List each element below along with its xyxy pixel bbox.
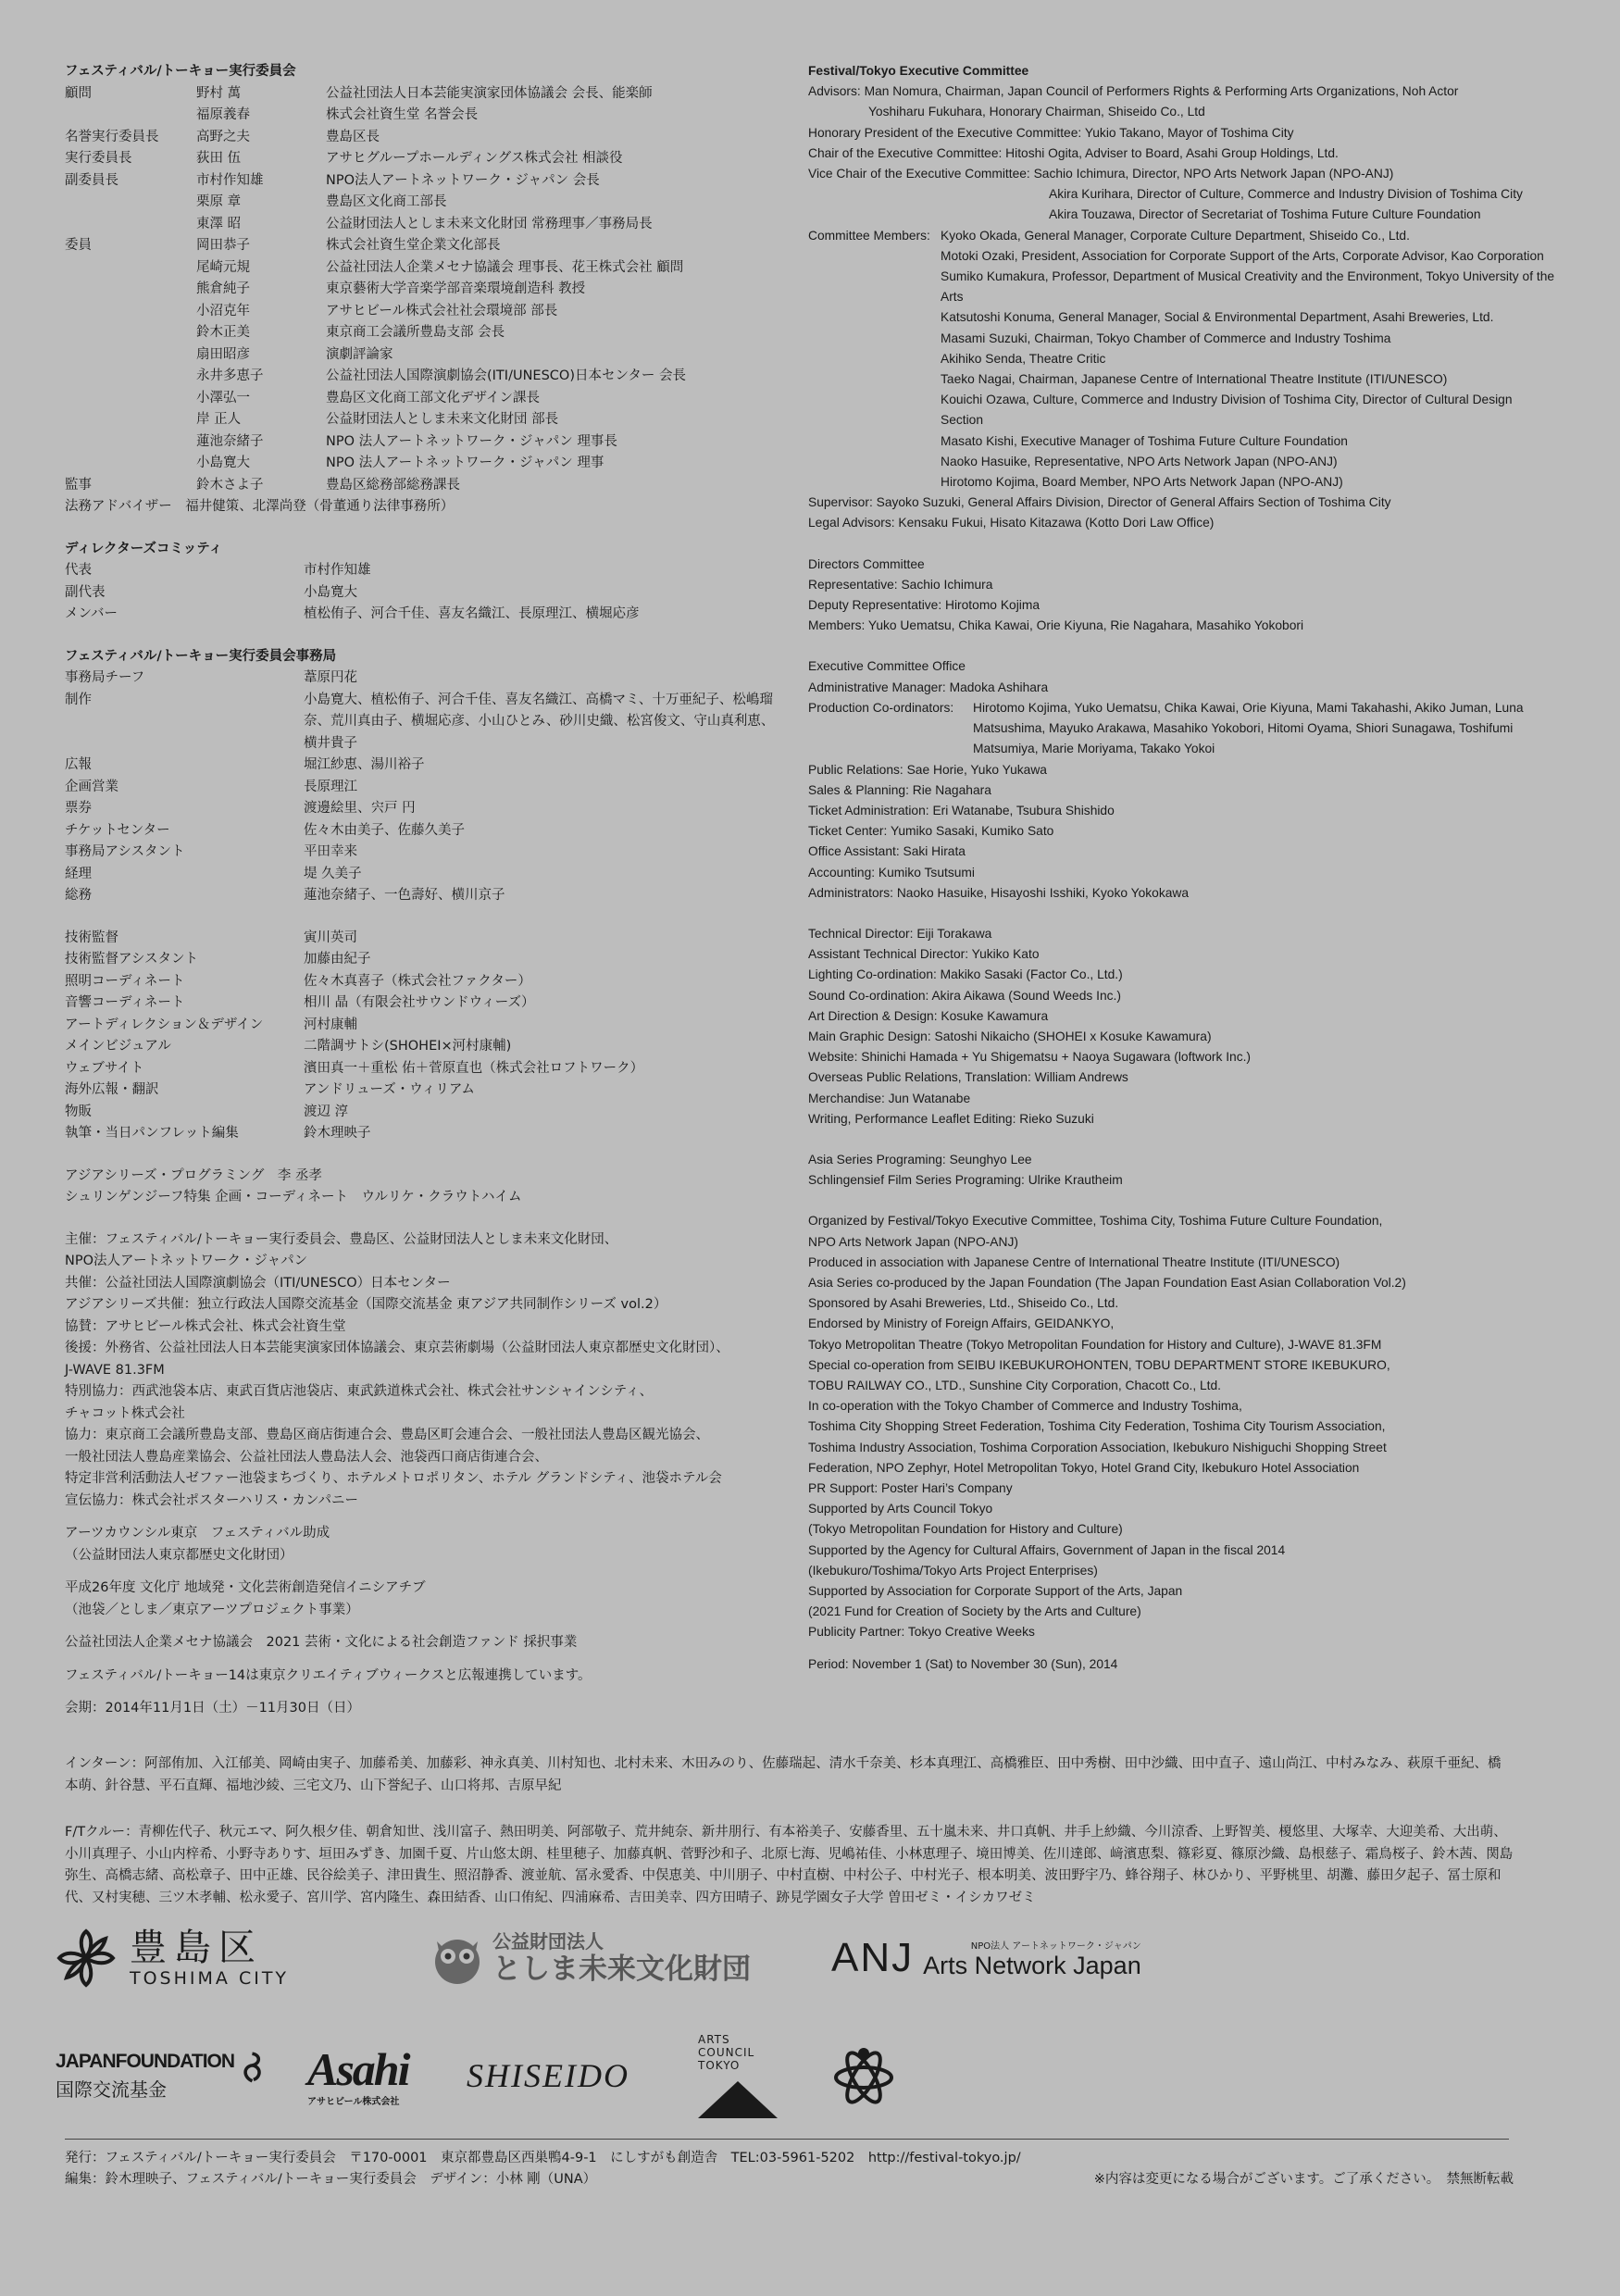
jp-organizer-line: NPO法人アートネットワーク・ジャパン bbox=[65, 1254, 308, 1268]
en-member-line: Sumiko Kumakura, Professor, Department of Musical Creativity and the Environment, Tokyo University of the Arts bbox=[941, 269, 1555, 305]
credit-desc: 豊島区総務部総務課長 bbox=[326, 477, 460, 493]
credit-name: 扇田昭彦 bbox=[196, 346, 250, 362]
credit-name: 東澤 昭 bbox=[196, 216, 242, 231]
credit-name: 鈴木さよ子 bbox=[196, 477, 264, 493]
credit-desc: NPO 法人アートネットワーク・ジャパン 理事 bbox=[326, 455, 604, 470]
foundation-main-text: としま未来文化財団 bbox=[492, 1953, 751, 1986]
credit-row bbox=[65, 949, 785, 971]
en-tech-line: Sound Co-ordination: Akira Aikawa (Sound Weeds Inc.) bbox=[808, 988, 1121, 1003]
credit-desc: 公益社団法人日本芸能実演家団体協議会 会長、能楽師 bbox=[326, 85, 653, 101]
credit-desc: 公益財団法人としま未来文化財団 常務理事／事務局長 bbox=[326, 216, 653, 231]
credit-role: チケットセンター bbox=[65, 822, 170, 838]
jp-dc-title: ディレクターズコミッティ bbox=[65, 541, 223, 556]
toshima-en-text: TOSHIMA CITY bbox=[130, 1968, 290, 1989]
credit-desc: 豊島区文化商工部文化デザイン課長 bbox=[326, 390, 540, 406]
credit-role: アートディレクション＆デザイン bbox=[65, 1017, 264, 1032]
credit-row bbox=[65, 668, 785, 690]
credit-name: 岸 正人 bbox=[196, 412, 242, 427]
credit-row bbox=[65, 690, 785, 755]
credit-row bbox=[65, 560, 785, 582]
en-asia-line: Schlingensief Film Series Programing: Ulrike Krautheim bbox=[808, 1173, 1123, 1188]
jp-schlingensief: シュリンゲンジーフ特集 企画・コーディネート ウルリケ・クラウトハイム bbox=[65, 1190, 522, 1204]
footer-editor: 編集：鈴木理映子、フェスティバル/トーキョー実行委員会 デザイン：小林 剛（UNA） bbox=[65, 2172, 597, 2187]
credit-name: 堀江紗恵、湯川裕子 bbox=[304, 757, 425, 772]
jp-organizer-line: 特別協力：西武池袋本店、東武百貨店池袋店、東武鉄道株式会社、株式会社サンシャインシティ、 bbox=[65, 1384, 654, 1399]
en-tech-line: Overseas Public Relations, Translation: William Andrews bbox=[808, 1070, 1128, 1085]
en-tech-line: Art Direction & Design: Kosuke Kawamura bbox=[808, 1008, 1049, 1023]
credit-name: 鈴木正美 bbox=[196, 325, 250, 340]
credit-role bbox=[65, 192, 196, 214]
japan-foundation-logo bbox=[56, 2051, 267, 2102]
jp-organizer-line: チャコット株式会社 bbox=[65, 1405, 185, 1421]
en-tech-line: Lighting Co-ordination: Makiko Sasaki (Factor Co., Ltd.) bbox=[808, 967, 1123, 982]
credit-desc: NPO 法人アートネットワーク・ジャパン 理事長 bbox=[326, 433, 617, 449]
act-line-1: ARTS bbox=[698, 2033, 730, 2046]
jf-en-text: JAPANFOUNDATION bbox=[56, 2050, 235, 2072]
credit-name: 小島寛大 bbox=[304, 584, 357, 600]
credit-name: 蓮池奈緒子 bbox=[196, 433, 264, 449]
en-tech-line: Writing, Performance Leaflet Editing: Rieko Suzuki bbox=[808, 1111, 1094, 1126]
credit-role bbox=[65, 279, 196, 301]
jp-organizer-line: 共催：公益社団法人国際演劇協会（ITI/UNESCO）日本センター bbox=[65, 1275, 451, 1291]
jf-jp-text: 国際交流基金 bbox=[56, 2078, 167, 2101]
credit-role: 事務局チーフ bbox=[65, 670, 145, 685]
en-members-block bbox=[808, 226, 1558, 493]
jp-arts-council bbox=[65, 1523, 787, 1566]
jp-creative-weeks: フェスティバル/トーキョー14は東京クリエイティブウィークスと広報連携しています。 bbox=[65, 1667, 592, 1683]
credit-name: 植松侑子、河合千佳、喜友名織江、長原理江、横堀応彦 bbox=[304, 606, 640, 621]
en-members-list bbox=[941, 226, 1556, 493]
credit-desc: NPO法人アートネットワーク・ジャパン 会長 bbox=[326, 172, 600, 188]
en-tech-line: Assistant Technical Director: Yukiko Kato bbox=[808, 947, 1040, 962]
en-organizer-line: In co-operation with the Tokyo Chamber of Commerce and Industry Toshima, bbox=[808, 1399, 1242, 1414]
en-office-list bbox=[808, 760, 1558, 904]
asahi-main-text: Asahi bbox=[307, 2042, 409, 2095]
credit-role: 制作 bbox=[65, 692, 92, 707]
en-organizer-line: TOBU RAILWAY CO., LTD., Sunshine City Corporation, Chacott Co., Ltd. bbox=[808, 1378, 1222, 1392]
en-organizer-line: Toshima City Shopping Street Federation, Toshima City Federation, Toshima City Tourism Association, bbox=[808, 1419, 1386, 1434]
credit-role bbox=[65, 366, 196, 388]
credit-row bbox=[65, 604, 785, 626]
credit-name: 小島寛大 bbox=[196, 455, 250, 470]
credit-row bbox=[65, 777, 785, 799]
en-member-line: Katsutoshi Konuma, General Manager, Social & Environmental Department, Asahi Breweries, Ltd. bbox=[941, 310, 1494, 325]
jp-exec-table bbox=[65, 83, 686, 497]
anj-mark-text: ANJ bbox=[831, 1935, 915, 1980]
credit-role: メンバー bbox=[65, 606, 118, 621]
en-organizer-line: Tokyo Metropolitan Theatre (Tokyo Metropolitan Foundation for History and Culture), J-WAVE 81.3FM bbox=[808, 1337, 1382, 1352]
credit-row bbox=[65, 928, 785, 950]
credit-row bbox=[65, 798, 785, 820]
en-office-line: Accounting: Kumiko Tsutsumi bbox=[808, 865, 975, 880]
jp-organizers bbox=[65, 1229, 787, 1513]
credit-row bbox=[65, 755, 785, 777]
credit-role: 実行委員長 bbox=[65, 151, 132, 166]
en-member-line: Kyoko Okada, General Manager, Corporate Culture Department, Shiseido Co., Ltd. bbox=[941, 228, 1410, 243]
credit-row bbox=[65, 820, 785, 842]
credit-role: 音響コーディネート bbox=[65, 995, 185, 1010]
credit-role: 企画営業 bbox=[65, 779, 118, 794]
credit-row bbox=[65, 279, 686, 301]
credit-name: 小島寛大、植松侑子、河合千佳、喜友名織江、高橋マミ、十万亜紀子、松嶋瑠奈、荒川真由子、横堀応彦、小山ひとみ、砂川史織、松宮俊文、守山真利恵、横井貴子 bbox=[304, 692, 775, 751]
credit-role: 執筆・当日パンフレット編集 bbox=[65, 1126, 239, 1141]
credit-name: 堤 久美子 bbox=[304, 866, 362, 881]
credit-role: 事務局アシスタント bbox=[65, 844, 185, 859]
credit-row bbox=[65, 1015, 785, 1037]
en-organizer-line: Special co-operation from SEIBU IKEBUKUROHONTEN, TOBU DEPARTMENT STORE IKEBUKURO, bbox=[808, 1357, 1390, 1372]
en-member-line: Kouichi Ozawa, Culture, Commerce and Industry Division of Toshima City, Director of Cultural Design Section bbox=[941, 393, 1513, 428]
credit-row bbox=[65, 1102, 785, 1124]
credit-row bbox=[65, 170, 686, 193]
jp-organizer-line: アジアシリーズ共催：独立行政法人国際交流基金（国際交流基金 東アジア共同制作シリーズ vol.2） bbox=[65, 1297, 667, 1312]
credit-name: 長原理江 bbox=[304, 779, 357, 794]
footer-notice: ※内容は変更になる場合がございます。ご了承ください。 禁無断転載 bbox=[1093, 2172, 1514, 2187]
en-organizer-line: Supported by Arts Council Tokyo bbox=[808, 1502, 993, 1516]
credit-role: 副委員長 bbox=[65, 172, 118, 188]
credit-name: 寅川英司 bbox=[304, 930, 357, 945]
en-dc-line: Directors Committee bbox=[808, 556, 925, 571]
iti-logo bbox=[831, 2046, 896, 2105]
jp-organizer-line: J-WAVE 81.3FM bbox=[65, 1362, 165, 1378]
credit-row bbox=[65, 148, 686, 170]
en-tech-line: Merchandise: Jun Watanabe bbox=[808, 1091, 971, 1105]
en-member-line: Akihiko Senda, Theatre Critic bbox=[941, 351, 1106, 366]
credit-row bbox=[65, 235, 686, 257]
credit-row bbox=[65, 431, 686, 454]
credit-row bbox=[65, 388, 686, 410]
anj-logo bbox=[831, 1935, 1141, 1981]
asahi-logo bbox=[307, 2042, 428, 2107]
en-tech-line: Technical Director: Eiji Torakawa bbox=[808, 926, 992, 941]
credit-name: 渡邊絵里、宍戸 円 bbox=[304, 801, 416, 816]
en-directors-committee bbox=[808, 555, 1558, 637]
en-advisors-2: Yoshiharu Fukuhara, Honorary Chairman, Shiseido Co., Ltd bbox=[868, 105, 1205, 119]
credit-row bbox=[65, 885, 785, 907]
anj-small-text: NPO法人 アートネットワーク・ジャパン bbox=[970, 1940, 1141, 1952]
credit-role: 副代表 bbox=[65, 584, 106, 600]
credit-row bbox=[65, 322, 686, 344]
en-member-line: Motoki Ozaki, President, Association for Corporate Support of the Arts, Corporate Advisor, Kao Corporation bbox=[941, 248, 1544, 263]
act-line-2: COUNCIL bbox=[698, 2046, 755, 2059]
credit-row bbox=[65, 105, 686, 127]
jp-mecenat: 公益社団法人企業メセナ協議会 2021 芸術・文化による社会創造ファンド 採択事業 bbox=[65, 1635, 578, 1650]
jp-period: 会期：2014年11月1日（土）－11月30日（日） bbox=[65, 1701, 360, 1716]
jp-arts-council-line: アーツカウンシル東京 フェスティバル助成 bbox=[65, 1526, 330, 1541]
en-production-block bbox=[808, 698, 1558, 760]
crew-list: F/Tクルー：青柳佐代子、秋元エマ、阿久根夕佳、朝倉知世、浅川富子、熱田明美、阿部敬子、荒井純奈、新井朋行、有本裕美子、安藤香里、五十嵐未来、井口真帆、井手上紗織、今川涼香、上野智美、榎悠里、大塚幸、大迎美希、大出萌、小川真理子、小山内梓希、小野寺ありす、垣田みずき、加園千夏、片山悠太朗、桂里穂子、加藤真帆、菅野沙和子、北原七海、児嶋祐佳、小林恵理子、境田博美、佐川達郎、﨑濱恵梨、篠彩夏、篠原沙織、島根慈子、霜鳥桜子、鈴木茜、関島弥生、高橋志緒、高松章子、田中正雄、民谷絵美子、津田貴生、照沼静香、渡並航、冨永愛香、中俣恵美、中川朋子、中村直樹、中村公子、中村光子、根本明美、波田野宇乃、蜂谷翔子、林ひかり、平野桃里、胡灘、藤田夕起子、冨士原和代、又村実穂、三ツ木孝輔、松永愛子、宮川学、宮内隆生、森田結香、山口侑紀、四浦麻希、吉田美幸、四方田晴子、跡見学園女子大学 曽田ゼミ・イシカワゼミ bbox=[65, 1825, 1514, 1905]
en-organizer-line: Organized by Festival/Tokyo Executive Committee, Toshima City, Toshima Future Culture Foundation, bbox=[808, 1214, 1383, 1229]
credit-name: 小沼克年 bbox=[196, 303, 250, 318]
en-organizer-line: Produced in association with Japanese Centre of International Theatre Institute (ITI/UNESCO) bbox=[808, 1254, 1340, 1269]
en-legal: Legal Advisors: Kensaku Fukui, Hisato Kitazawa (Kotto Dori Law Office) bbox=[808, 516, 1215, 530]
credit-name: 葦原円花 bbox=[304, 670, 357, 685]
en-dc-line: Deputy Representative: Hirotomo Kojima bbox=[808, 598, 1040, 613]
credit-name: 岡田恭子 bbox=[196, 238, 250, 253]
credit-row bbox=[65, 192, 686, 214]
en-organizer-line: Supported by Association for Corporate Support of the Arts, Japan bbox=[808, 1584, 1183, 1599]
jp-tech-table bbox=[65, 928, 785, 1145]
en-tech-line: Website: Shinichi Hamada + Yu Shigematsu + Naoya Sugawara (loftwork Inc.) bbox=[808, 1050, 1252, 1065]
en-chair: Chair of the Executive Committee: Hitoshi Ogita, Adviser to Board, Asahi Group Holdings, Ltd. bbox=[808, 145, 1339, 160]
credit-name: アンドリューズ・ウィリアム bbox=[304, 1082, 475, 1097]
en-member-line: Taeko Nagai, Chairman, Japanese Centre of International Theatre Institute (ITI/UNESCO) bbox=[941, 372, 1448, 387]
credit-name: 佐々木真喜子（株式会社ファクター） bbox=[304, 973, 531, 989]
footer bbox=[65, 2148, 1514, 2190]
credit-name: 平田幸来 bbox=[304, 844, 357, 859]
credit-role: 票券 bbox=[65, 801, 92, 816]
credit-role: 海外広報・翻訳 bbox=[65, 1082, 159, 1097]
en-organizer-line: (2021 Fund for Creation of Society by the Arts and Culture) bbox=[808, 1604, 1141, 1619]
credit-row bbox=[65, 971, 785, 993]
credit-row bbox=[65, 842, 785, 864]
credit-row bbox=[65, 409, 686, 431]
credit-row bbox=[65, 127, 686, 149]
en-office-head bbox=[808, 656, 1558, 697]
credit-role: 経理 bbox=[65, 866, 92, 881]
en-production-label: Production Co-ordinators: bbox=[808, 700, 954, 715]
credit-row bbox=[65, 992, 785, 1015]
credit-row bbox=[65, 344, 686, 367]
credit-role: 技術監督 bbox=[65, 930, 118, 945]
en-office-line: Executive Committee Office bbox=[808, 659, 966, 674]
en-vice-chair-1: Vice Chair of the Executive Committee: Sachio Ichimura, Director, NPO Arts Network Japan (NPO-ANJ) bbox=[808, 167, 1394, 181]
credit-desc: アサヒグループホールディングス株式会社 相談役 bbox=[326, 151, 623, 166]
en-organizer-line: NPO Arts Network Japan (NPO-ANJ) bbox=[808, 1234, 1018, 1249]
en-hon-president: Honorary President of the Executive Committee: Yukio Takano, Mayor of Toshima City bbox=[808, 125, 1294, 140]
jp-organizer-line: 協力：東京商工会議所豊島支部、豊島区商店街連合会、豊島区町会連合会、一般社団法人豊島区観光協会、 bbox=[65, 1428, 709, 1442]
credit-row bbox=[65, 1058, 785, 1080]
credit-name: 栗原 章 bbox=[196, 194, 242, 209]
en-office-line: Administrative Manager: Madoka Ashihara bbox=[808, 680, 1049, 694]
en-asia-series bbox=[808, 1150, 1558, 1191]
en-organizer-line: PR Support: Poster Hari’s Company bbox=[808, 1481, 1013, 1495]
credit-row bbox=[65, 864, 785, 886]
footer-publisher: 発行：フェスティバル/トーキョー実行委員会 〒170-0001 東京都豊島区西巣鴨4-9-1 にしすがも創造舎 TEL:03-5961-5202 http://festival-tokyo.jp/ bbox=[65, 2151, 1021, 2165]
en-organizer-line: Supported by the Agency for Cultural Affairs, Government of Japan in the fiscal 2014 bbox=[808, 1542, 1286, 1557]
en-dc-line: Members: Yuko Uematsu, Chika Kawai, Orie Kiyuna, Rie Nagahara, Masahiko Yokobori bbox=[808, 618, 1304, 633]
en-office-line: Ticket Administration: Eri Watanabe, Tsubura Shishido bbox=[808, 803, 1115, 817]
credit-role: 物販 bbox=[65, 1104, 92, 1119]
jp-agency-line: 平成26年度 文化庁 地域発・文化芸術創造発信イニシアチブ bbox=[65, 1580, 426, 1595]
credit-row bbox=[65, 582, 785, 605]
jp-organizer-line: 一般社団法人豊島産業協会、公益社団法人豊島法人会、池袋西口商店街連合会、 bbox=[65, 1449, 548, 1465]
en-vice-chair-2: Akira Kurihara, Director of Culture, Commerce and Industry Division of Toshima City bbox=[1049, 187, 1523, 202]
credit-desc: 株式会社資生堂 名誉会長 bbox=[326, 107, 479, 122]
jp-arts-council-line: （公益財団法人東京都歴史文化財団） bbox=[65, 1547, 293, 1563]
credit-row bbox=[65, 301, 686, 323]
act-mountain-icon bbox=[698, 2079, 778, 2118]
jp-organizer-line: 宣伝協力：株式会社ポスターハリス・カンパニー bbox=[65, 1492, 358, 1508]
credit-role: 顧問 bbox=[65, 85, 92, 101]
en-office-line: Administrators: Naoko Hasuike, Hisayoshi Isshiki, Kyoko Yokokawa bbox=[808, 885, 1190, 900]
interns-list: インターン：阿部侑加、入江郁美、岡崎由実子、加藤希美、加藤彩、神永真美、川村知也、北村未来、木田みのり、佐藤瑞起、清水千奈美、杉本真理江、高橋雅臣、田中秀樹、田中沙織、田中直子、遠山尚江、中村みなみ、萩原千亜紀、橋本萌、針谷慧、平石直輝、福地沙綾、三宅文乃、山下誉紀子、山口将邦、吉原早紀 bbox=[65, 1756, 1502, 1793]
credit-desc: 公益財団法人としま未来文化財団 部長 bbox=[326, 412, 559, 427]
jp-exec-title: フェスティバル/トーキョー実行委員会 bbox=[65, 64, 296, 79]
en-office-line: Ticket Center: Yumiko Sasaki, Kumiko Sato bbox=[808, 824, 1054, 839]
credit-name: 二階調サトシ(SHOHEI×河村康輔) bbox=[304, 1039, 512, 1054]
en-organizer-line: Sponsored by Asahi Breweries, Ltd., Shiseido Co., Ltd. bbox=[808, 1296, 1119, 1311]
credit-role bbox=[65, 322, 196, 344]
en-member-line: Masato Kishi, Executive Manager of Toshima Future Culture Foundation bbox=[941, 433, 1348, 448]
en-advisors-1: Advisors: Man Nomura, Chairman, Japan Council of Performers Rights & Performing Arts Organizations, Noh Actor bbox=[808, 84, 1459, 99]
jf-swirl-icon bbox=[238, 2044, 267, 2090]
en-asia-line: Asia Series Programing: Seunghyo Lee bbox=[808, 1152, 1032, 1167]
asahi-sub-text: アサヒビール株式会社 bbox=[307, 2096, 400, 2107]
jp-office-table bbox=[65, 668, 785, 907]
en-member-line: Masami Suzuki, Chairman, Tokyo Chamber of Commerce and Industry Toshima bbox=[941, 331, 1391, 345]
jp-asia-programming: アジアシリーズ・プログラミング 李 丞孝 bbox=[65, 1167, 322, 1183]
credit-desc: 公益社団法人国際演劇協会(ITI/UNESCO)日本センター 会長 bbox=[326, 368, 686, 383]
en-organizer-line: Federation, NPO Zephyr, Hotel Metropolitan Tokyo, Hotel Grand City, Ikebukuro Hotel Association bbox=[808, 1460, 1360, 1475]
credit-name: 佐々木由美子、佐藤久美子 bbox=[304, 822, 465, 838]
credit-row bbox=[65, 475, 686, 497]
credit-row bbox=[65, 257, 686, 280]
toshima-foundation-logo bbox=[431, 1930, 802, 1986]
shiseido-logo bbox=[467, 2056, 661, 2095]
credit-role: 広報 bbox=[65, 757, 92, 772]
credit-row bbox=[65, 1036, 785, 1058]
credit-desc: 豊島区長 bbox=[326, 129, 380, 144]
credit-row bbox=[65, 214, 686, 236]
credit-role bbox=[65, 453, 196, 475]
iti-atom-icon bbox=[831, 2046, 896, 2105]
en-member-line: Hirotomo Kojima, Board Member, NPO Arts Network Japan (NPO-ANJ) bbox=[941, 475, 1343, 490]
arts-council-tokyo-logo bbox=[698, 2033, 791, 2118]
credit-role bbox=[65, 257, 196, 280]
en-organizer-line: Publicity Partner: Tokyo Creative Weeks bbox=[808, 1625, 1035, 1640]
credit-role: 委員 bbox=[65, 238, 92, 253]
credit-role bbox=[65, 214, 196, 236]
english-credits bbox=[808, 61, 1558, 1675]
credit-row bbox=[65, 366, 686, 388]
toshima-city-logo bbox=[56, 1928, 370, 1989]
en-tech-line: Main Graphic Design: Satoshi Nikaicho (SHOHEI x Kosuke Kawamura) bbox=[808, 1029, 1212, 1043]
en-period: Period: November 1 (Sat) to November 30 (Sun), 2014 bbox=[808, 1656, 1118, 1671]
credit-row bbox=[65, 1079, 785, 1102]
credit-name: 市村作知雄 bbox=[196, 172, 264, 188]
credit-name: 河村康輔 bbox=[304, 1017, 357, 1032]
credit-desc: 豊島区文化商工部長 bbox=[326, 194, 447, 209]
foundation-top-text: 公益財団法人 bbox=[492, 1930, 604, 1953]
en-organizer-line: Endorsed by Ministry of Foreign Affairs, GEIDANKYO, bbox=[808, 1316, 1115, 1331]
shiseido-text: SHISEIDO bbox=[467, 2057, 629, 2094]
jp-legal-advisor: 法務アドバイザー 福井健策、北澤尚登（骨董通り法律事務所） bbox=[65, 499, 455, 514]
credit-role bbox=[65, 105, 196, 127]
credit-role: メインビジュアル bbox=[65, 1039, 171, 1054]
credit-name: 荻田 伍 bbox=[196, 151, 242, 166]
credit-row bbox=[65, 453, 686, 475]
credit-role: 名誉実行委員長 bbox=[65, 129, 159, 144]
en-office-line: Public Relations: Sae Horie, Yuko Yukawa bbox=[808, 762, 1047, 777]
credit-role: ウェブサイト bbox=[65, 1060, 144, 1076]
credit-role bbox=[65, 344, 196, 367]
credit-name: 永井多恵子 bbox=[196, 368, 264, 383]
credit-name: 渡辺 淳 bbox=[304, 1104, 349, 1119]
jp-organizer-line: 協賛：アサヒビール株式会社、株式会社資生堂 bbox=[65, 1318, 346, 1334]
credit-name: 濱田真一＋重松 佑＋菅原直也（株式会社ロフトワーク） bbox=[304, 1060, 644, 1076]
credit-row bbox=[65, 83, 686, 106]
credit-desc: 東京藝術大学音楽学部音楽環境創造科 教授 bbox=[326, 281, 586, 296]
credit-name: 高野之夫 bbox=[196, 129, 250, 144]
jp-organizer-line: 主催：フェスティバル/トーキョー実行委員会、豊島区、公益財団法人としま未来文化財団、 bbox=[65, 1231, 618, 1247]
japanese-credits bbox=[65, 61, 787, 1720]
credit-role bbox=[65, 409, 196, 431]
en-dc-line: Representative: Sachio Ichimura bbox=[808, 577, 993, 592]
en-vice-chair-3: Akira Touzawa, Director of Secretariat of Toshima Future Culture Foundation bbox=[1049, 207, 1481, 222]
credit-name: 蓮池奈緒子、一色壽好、横川京子 bbox=[304, 888, 505, 903]
en-members-label: Committee Members: bbox=[808, 228, 930, 243]
credit-role: 照明コーディネート bbox=[65, 973, 185, 989]
anj-name-text: Arts Network Japan bbox=[923, 1951, 1141, 1979]
en-organizer-line: Toshima Industry Association, Toshima Corporation Association, Ikebukuro Nishiguchi Shopping Street bbox=[808, 1440, 1387, 1454]
credit-name: 熊倉純子 bbox=[196, 281, 250, 296]
toshima-jp-text: 豊島区 bbox=[130, 1927, 263, 1969]
en-organizers bbox=[808, 1211, 1558, 1642]
credit-desc: アサヒビール株式会社社会環境部 部長 bbox=[326, 303, 558, 318]
en-office-line: Office Assistant: Saki Hirata bbox=[808, 844, 966, 859]
credit-desc: 演劇評論家 bbox=[326, 346, 393, 362]
credit-name: 野村 萬 bbox=[196, 85, 242, 101]
credit-desc: 公益社団法人企業メセナ協議会 理事長、花王株式会社 顧問 bbox=[326, 259, 684, 275]
credit-role bbox=[65, 388, 196, 410]
en-member-line: Naoko Hasuike, Representative, NPO Arts Network Japan (NPO-ANJ) bbox=[941, 454, 1338, 468]
credit-role: 監事 bbox=[65, 477, 92, 493]
credit-name: 相川 晶（有限会社サウンドウィーズ） bbox=[304, 995, 535, 1010]
credit-role: 代表 bbox=[65, 563, 92, 578]
en-organizer-line: Asia Series co-produced by the Japan Foundation (The Japan Foundation East Asian Collaboration Vol.2) bbox=[808, 1275, 1406, 1290]
en-exec-title: Festival/Tokyo Executive Committee bbox=[808, 64, 1029, 78]
credit-name: 小澤弘一 bbox=[196, 390, 250, 406]
credit-role bbox=[65, 301, 196, 323]
footer-divider bbox=[65, 2139, 1509, 2140]
act-line-3: TOKYO bbox=[698, 2059, 741, 2072]
en-organizer-line: (Ikebukuro/Toshima/Tokyo Arts Project Enterprises) bbox=[808, 1563, 1098, 1578]
jp-agency-cultural bbox=[65, 1578, 787, 1621]
credit-role: 総務 bbox=[65, 888, 92, 903]
en-technical bbox=[808, 924, 1558, 1129]
en-production-names: Hirotomo Kojima, Yuko Uematsu, Chika Kawai, Orie Kiyuna, Mami Takahashi, Akiko Juman, Luna Matsushima, Mayuko Arakawa, Masahiko Yokobori, Hitomi Oyama, Shiori Sunagawa, Toshifumi Matsumiya, Marie Moriyama, Takako Yokoi bbox=[973, 700, 1524, 756]
jp-agency-line: （池袋／としま／東京アーツプロジェクト事業） bbox=[65, 1602, 359, 1617]
credit-name: 福原義春 bbox=[196, 107, 250, 122]
credit-name: 加藤由紀子 bbox=[304, 952, 371, 967]
en-office-line: Sales & Planning: Rie Nagahara bbox=[808, 782, 991, 797]
credit-desc: 株式会社資生堂企業文化部長 bbox=[326, 238, 501, 253]
jp-dc-table bbox=[65, 560, 785, 626]
logos-row-2 bbox=[56, 2033, 896, 2118]
jp-organizer-line: 後援：外務省、公益社団法人日本芸能実演家団体協議会、東京芸術劇場（公益財団法人東京都歴史文化財団）、 bbox=[65, 1341, 729, 1355]
credit-role bbox=[65, 431, 196, 454]
logos-row-1 bbox=[56, 1928, 1141, 1989]
en-supervisor: Supervisor: Sayoko Suzuki, General Affairs Division, Director of General Affairs Section of Toshima City bbox=[808, 495, 1391, 510]
credit-name: 鈴木理映子 bbox=[304, 1126, 371, 1141]
credit-row bbox=[65, 1123, 785, 1145]
credit-name: 尾崎元規 bbox=[196, 259, 250, 275]
toshima-flower-icon bbox=[56, 1928, 117, 1989]
en-organizer-line: (Tokyo Metropolitan Foundation for History and Culture) bbox=[808, 1522, 1123, 1537]
credit-name: 市村作知雄 bbox=[304, 563, 371, 578]
jp-office-title: フェスティバル/トーキョー実行委員会事務局 bbox=[65, 648, 337, 664]
credit-desc: 東京商工会議所豊島支部 会長 bbox=[326, 325, 505, 340]
credit-role: 技術監督アシスタント bbox=[65, 952, 198, 967]
owl-icon bbox=[431, 1930, 483, 1986]
jp-organizer-line: 特定非営利活動法人ゼファー池袋まちづくり、ホテルメトロポリタン、ホテル グランドシティ、池袋ホテル会 bbox=[65, 1471, 722, 1486]
